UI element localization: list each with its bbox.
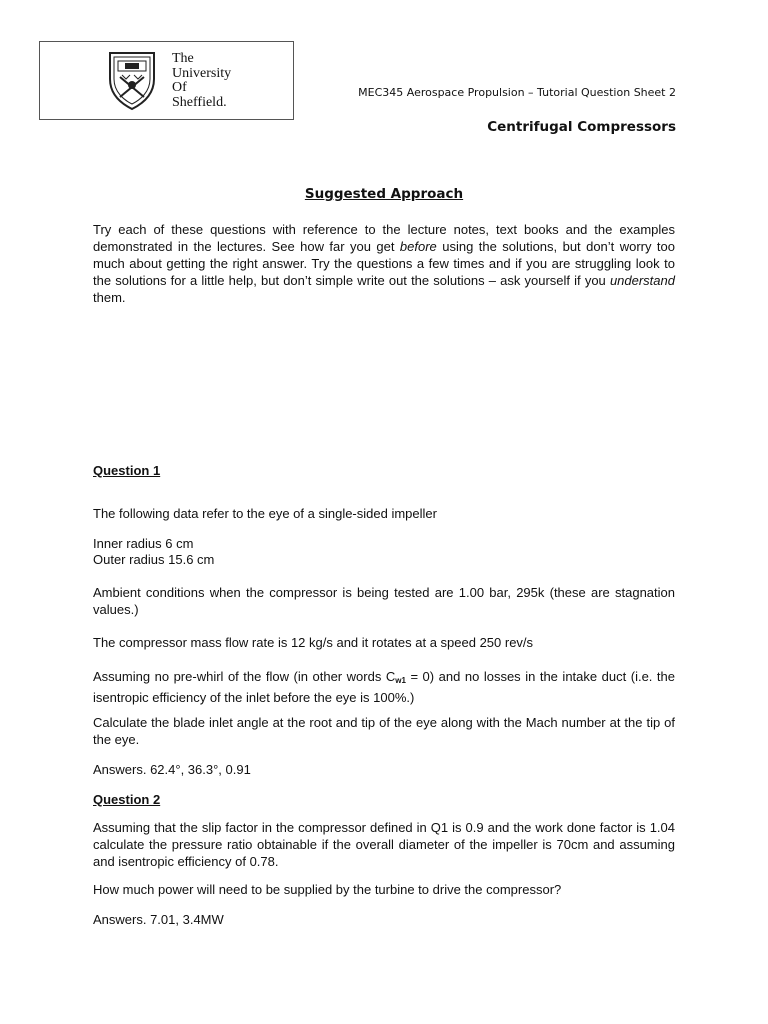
approach-emphasis: before (399, 239, 437, 254)
question-2-heading: Question 2 (93, 792, 161, 807)
sheet-title: Centrifugal Compressors (487, 119, 676, 135)
university-name-line: The (172, 51, 194, 66)
inner-radius: Inner radius 6 cm (93, 536, 194, 551)
approach-text: them. (93, 290, 126, 305)
question-1-task: Calculate the blade inlet angle at the root and tip of the eye along with the Mach number at the tip of the eye. (93, 715, 675, 747)
university-name-line: Of (172, 80, 187, 95)
assumption-subscript: w1 (395, 676, 406, 685)
mass-flow-rate: The compressor mass flow rate is 12 kg/s and it rotates at a speed 250 rev/s (93, 635, 534, 650)
assumption-text: = 0) and no losses in the intake duct (i.e. the isentropic efficiency of the inlet before the eye is 100%.) (93, 669, 675, 705)
approach-paragraph (93, 221, 675, 306)
question-1-intro: The following data refer to the eye of a single-sided impeller (93, 506, 437, 521)
assumption-paragraph (93, 668, 675, 706)
university-name-line: Sheffield. (172, 94, 227, 110)
question-2-text: Assuming that the slip factor in the compressor defined in Q1 is 0.9 and the work done factor is 1.04 calculate the pressure ratio obtainable if the overall diameter of the impeller is 70cm and assuming and isentropic efficiency of 0.78. (93, 820, 675, 869)
assumption-text: Assuming no pre-whirl of the flow (in other words C (93, 669, 396, 684)
approach-text: Try each of these questions with reference to the lecture notes, text books and the examples demonstrated in the lectures. See how far you get (93, 222, 675, 254)
ambient-conditions: Ambient conditions when the compressor is being tested are 1.00 bar, 295k (these are stagnation values.) (93, 585, 675, 617)
university-crest-icon (106, 49, 158, 111)
question-2-power: How much power will need to be supplied by the turbine to drive the compressor? (93, 882, 562, 897)
university-name-line: University (172, 65, 232, 81)
approach-emphasis: understand (609, 273, 675, 288)
question-1-answers: Answers. 62.4°, 36.3°, 0.91 (93, 762, 251, 777)
sheet-subtitle: MEC345 Aerospace Propulsion – Tutorial Question Sheet 2 (358, 86, 676, 99)
question-2-answers: Answers. 7.01, 3.4MW (93, 912, 224, 927)
approach-heading: Suggested Approach (304, 186, 464, 202)
question-1-heading: Question 1 (93, 463, 161, 478)
university-logo (39, 41, 294, 120)
university-name (172, 52, 231, 110)
approach-text: using the solutions, but don’t worry too much about getting the right answer. Try the questions a few times and if you are struggling look to the solutions for a little help, but don’t simple write out the solutions – ask yourself if you (93, 239, 675, 288)
outer-radius: Outer radius 15.6 cm (93, 552, 215, 567)
